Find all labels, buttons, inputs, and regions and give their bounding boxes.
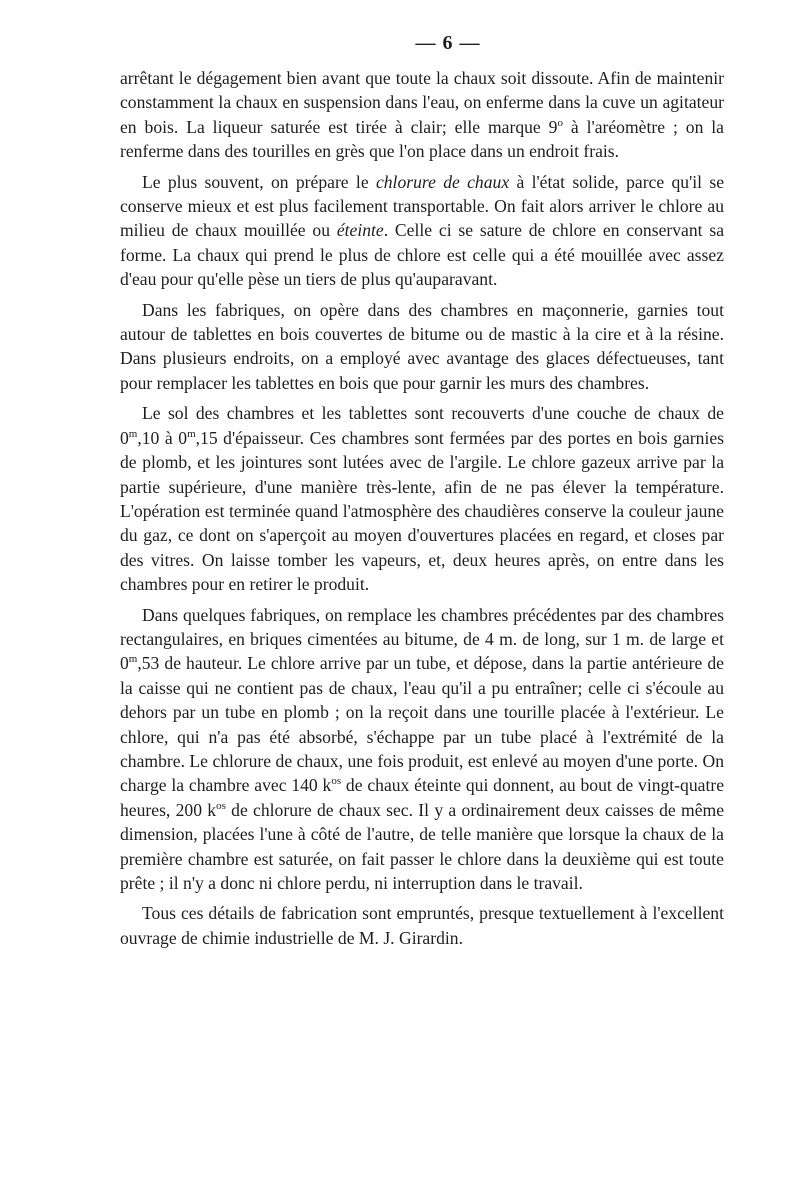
italic-text: chlorure de chaux xyxy=(375,171,510,192)
text-run: Dans les fabriques, on opère dans des chambres en maçonnerie, garnies tout autour de tablettes en bois couvertes de bitume ou de mastic à la cire et à la résine. Dans plusieurs endroits, on a employé avec avantage des glaces défectueuses, tant pour remplacer les tablettes en bois que pour garnir les murs des chambres. xyxy=(120,299,724,393)
text-run: de chlorure de chaux sec. Il y a ordinairement deux caisses de même dimension, placées l'une à côté de l'autre, de telle manière que lorsque la chaux de la première chambre est saturée, on fait passer le chlore dans la deuxième qui est toute prête ; il n'y a donc ni chlore perdu, ni interruption dans le travail. xyxy=(120,799,724,893)
italic-text: éteinte xyxy=(336,220,384,241)
text-run: . Celle ci se sature de chlore en conservant sa forme. La chaux qui prend le plus de chlore est celle qui a été mouillée avec assez d'eau pour qu'elle pèse un tiers de plus qu'auparavant. xyxy=(120,220,725,290)
text-run: à l'état solide, parce qu'il se conserve mieux et est plus facilement transportable. On fait alors arriver le chlore au milieu de chaux mouillée ou xyxy=(120,171,724,241)
text-run: de chaux éteinte qui donnent, au bout de vingt-quatre heures, 200 k xyxy=(120,775,725,820)
paragraph xyxy=(120,603,724,896)
superscript: os xyxy=(216,799,226,812)
text-run: Tous ces détails de fabrication sont empruntés, presque textuellement à l'excellent ouvrage de chimie industrielle de M. J. Girardin. xyxy=(120,903,724,948)
text-run: Dans quelques fabriques, on remplace les chambres précédentes par des chambres rectangulaires, en briques cimentées au bitume, de 4 m. de long, sur 1 m. de large et 0 xyxy=(120,604,724,674)
text-run: Le plus souvent, on prépare le xyxy=(142,171,376,192)
text-run: à l'aréomètre ; on la renferme dans des tourilles en grès que l'on place dans un endroit frais. xyxy=(120,116,724,162)
paragraph xyxy=(120,901,724,950)
text-run: arrêtant le dégagement bien avant que toute la chaux soit dissoute. Afin de maintenir constamment la chaux en suspension dans l'eau, on enferme dans la cuve un agitateur en bois. La liqueur saturée est tirée à clair; elle marque 9 xyxy=(120,68,724,137)
text-run: Le sol des chambres et les tablettes sont recouverts d'une couche de chaux de 0 xyxy=(120,403,724,448)
text-run: ,53 de hauteur. Le chlore arrive par un tube, et dépose, dans la partie antérieure de la caisse qui ne contient pas de chaux, l'eau qu'il a pu entraîner; celle ci s'écoule au dehors par un tube en plomb ; on la reçoit dans une tourille placée à l'extérieur. Le chlore, qui n'a pas été absorbé, s'échappe par un tube placé à l'extrémité de la chambre. Le chlorure de chaux, une fois produit, est enlevé au moyen d'une porte. On charge la chambre avec 140 k xyxy=(120,653,724,796)
text-run: ,15 d'épaisseur. Ces chambres sont fermées par des portes en bois garnies de plomb, et les jointures sont lutées avec de l'argile. Le chlore gazeux arrive par la partie supérieure, d'une manière très-lente, afin de ne pas élever la température. L'opération est terminée quand l'atmosphère des chaudières conserve la couleur jaune du gaz, ce dont on s'aperçoit au moyen d'ouvertures placées en regard, et closes par des vitres. On laisse tomber les vapeurs, et, deux heures après, on entre dans les chambres pour en retirer le produit. xyxy=(120,427,724,595)
superscript: m xyxy=(128,427,138,440)
text-run: ,10 à 0 xyxy=(137,427,188,448)
superscript: os xyxy=(331,775,342,788)
page-number: — 6 — xyxy=(415,32,481,54)
superscript: o xyxy=(557,116,563,129)
paragraph xyxy=(120,298,724,396)
paragraph xyxy=(120,170,724,292)
paragraph xyxy=(120,401,724,596)
paragraph xyxy=(120,66,724,164)
superscript: m xyxy=(187,427,196,440)
superscript: m xyxy=(128,653,138,666)
body-text xyxy=(120,66,724,950)
